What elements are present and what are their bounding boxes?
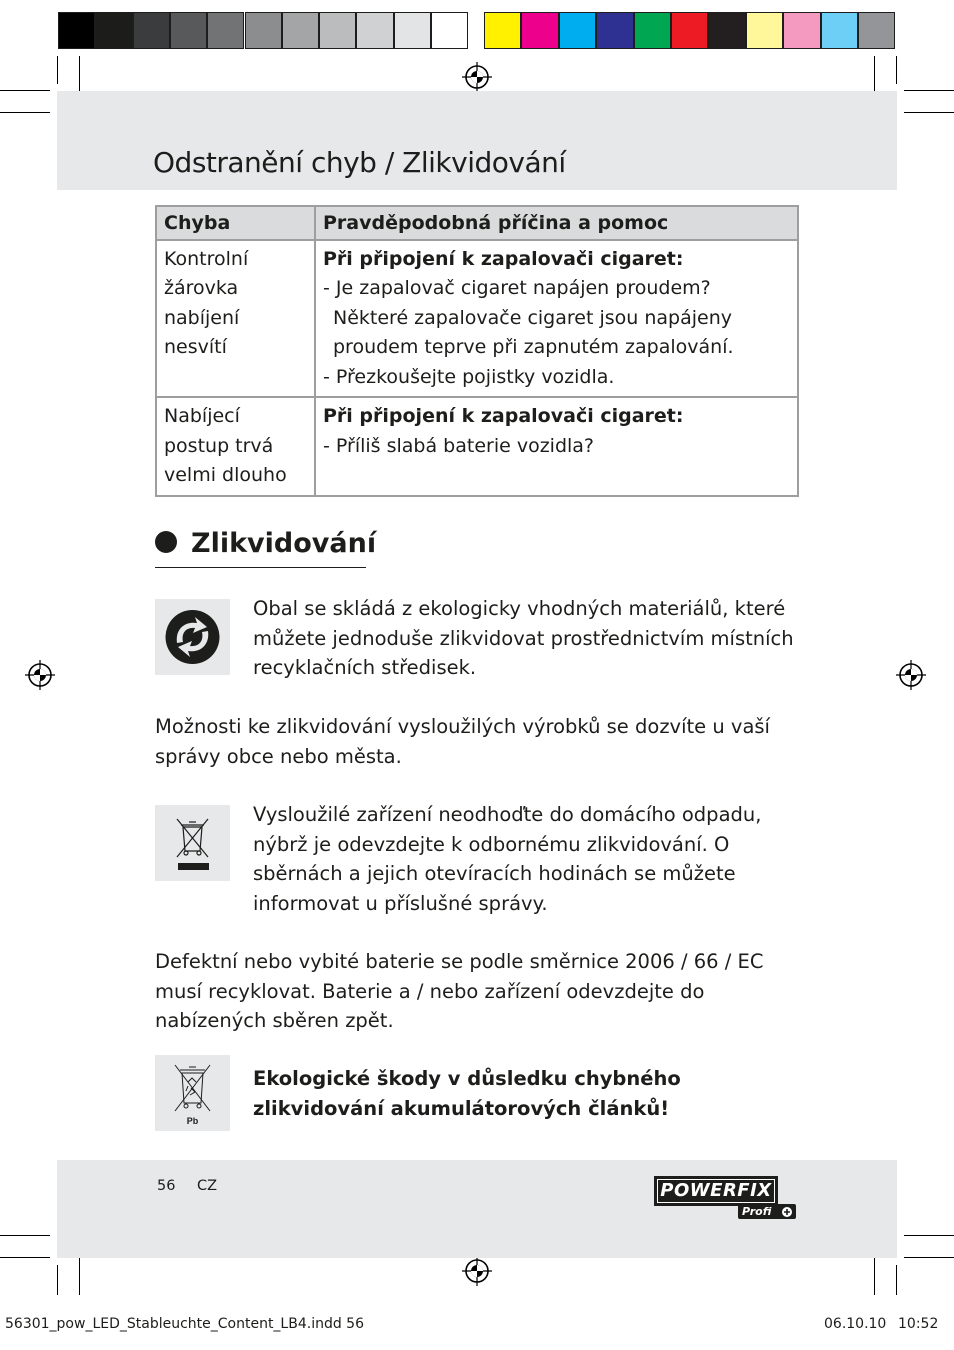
registration-mark-icon	[896, 660, 926, 690]
color-swatch	[319, 12, 356, 49]
crop-mark	[57, 56, 58, 84]
environmental-warning-text: Ekologické škody v důsledku chybného zlikvidování akumulátorových článků!	[253, 1067, 681, 1120]
device-icon-box	[155, 805, 230, 881]
troubleshooting-table	[155, 205, 799, 497]
color-swatch	[58, 12, 95, 49]
solution-item: - Je zapalovač cigaret napájen proudem? Některé zapalovače cigaret jsou napájeny proudem teprve při zapnutém zapalování.	[323, 277, 734, 358]
green-dot-recycling-icon	[155, 599, 230, 675]
color-swatch	[133, 12, 170, 49]
battery-icon-box	[155, 1055, 230, 1131]
pb-label: Pb	[186, 1116, 199, 1126]
crop-mark	[874, 1252, 875, 1295]
column-header-solution: Pravděpodobná příčina a pomoc	[315, 206, 798, 240]
color-swatch	[282, 12, 319, 49]
registration-mark-icon	[462, 1256, 492, 1286]
language-code: CZ	[197, 1178, 218, 1194]
page-number: 56	[157, 1178, 176, 1194]
section-heading-text: Zlikvidování	[191, 528, 377, 559]
problem-cell	[156, 397, 315, 496]
color-swatch	[708, 12, 745, 49]
color-swatch	[634, 12, 671, 49]
crop-mark	[57, 1265, 58, 1295]
color-swatch	[207, 12, 244, 49]
battery-directive-text: Defektní nebo vybité baterie se podle směrnice 2006 / 66 / EC musí recyklovat. Baterie a / nebo zařízení odevzdejte do nabízených sběren zpět.	[155, 950, 764, 1032]
solution-cell	[315, 397, 798, 496]
column-header-problem: Chyba	[156, 206, 315, 240]
crop-mark	[896, 56, 897, 84]
crop-mark	[0, 1235, 50, 1236]
slug-time: 10:52	[898, 1316, 939, 1332]
solution-item: - Přezkoušejte pojistky vozidla.	[323, 365, 615, 388]
crop-mark	[0, 1257, 50, 1258]
problem-text: Nabíjecí postup trvá velmi dlouho	[164, 405, 287, 486]
file-slug: 56301_pow_LED_Stableuchte_Content_LB4.indd 56	[5, 1316, 364, 1332]
color-swatch	[596, 12, 633, 49]
color-swatch	[821, 12, 858, 49]
section-heading	[155, 528, 376, 559]
table-row	[156, 240, 798, 398]
crossed-out-bin-pb-icon	[155, 1055, 230, 1131]
table-header-row	[156, 206, 798, 240]
plus-circle-icon	[781, 1206, 793, 1218]
crop-mark	[904, 1235, 954, 1236]
solution-heading: Při připojení k zapalovači cigaret:	[323, 405, 684, 427]
page-title: Odstranění chyb / Zlikvidování	[153, 146, 566, 179]
crop-mark	[904, 112, 954, 113]
color-swatch	[521, 12, 558, 49]
bullet-icon	[155, 531, 177, 553]
crop-mark	[0, 90, 50, 91]
device-disposal-text: Vysloužilé zařízení neodhoďte do domácího odpadu, nýbrž je odevzdejte k odbornému zlikvidování. O sběrnách a jejich otevíracích hodinách se můžete informovat u příslušné správy.	[253, 803, 762, 915]
color-swatch	[484, 12, 521, 49]
color-swatch	[671, 12, 708, 49]
powerfix-logo	[654, 1176, 798, 1220]
slug-date: 06.10.10	[824, 1316, 887, 1332]
table-row	[156, 397, 798, 496]
registration-mark-icon	[462, 62, 492, 92]
brand-name: POWERFIX	[660, 1180, 772, 1201]
problem-cell	[156, 240, 315, 398]
crop-mark	[0, 112, 50, 113]
color-swatch	[858, 12, 895, 49]
color-swatch	[431, 12, 468, 49]
registration-mark-icon	[25, 660, 55, 690]
color-swatch	[394, 12, 431, 49]
crop-mark	[904, 1257, 954, 1258]
crop-mark	[79, 1252, 80, 1295]
color-swatch	[746, 12, 783, 49]
solution-item: - Příliš slabá baterie vozidla?	[323, 434, 595, 457]
disposal-options-text: Možnosti ke zlikvidování vysloužilých výrobků se dozvíte u vaší správy obce nebo města.	[155, 715, 770, 768]
color-swatch	[559, 12, 596, 49]
color-swatch	[245, 12, 282, 49]
solution-heading: Při připojení k zapalovači cigaret:	[323, 247, 684, 270]
crop-mark	[896, 1265, 897, 1295]
color-swatch	[95, 12, 132, 49]
packaging-icon-box	[155, 599, 230, 675]
problem-text: Kontrolní žárovka nabíjení nesvítí	[164, 247, 249, 358]
color-swatch	[170, 12, 207, 49]
solution-cell	[315, 240, 798, 398]
color-swatch	[783, 12, 820, 49]
brand-sub: Profi	[742, 1205, 772, 1218]
color-swatch	[356, 12, 393, 49]
crop-mark	[904, 90, 954, 91]
section-underline	[155, 567, 366, 568]
packaging-text: Obal se skládá z ekologicky vhodných materiálů, které můžete jednoduše zlikvidovat prostřednictvím místních recyklačních středisek.	[253, 597, 794, 679]
crossed-out-wheelie-bin-icon	[155, 805, 230, 881]
